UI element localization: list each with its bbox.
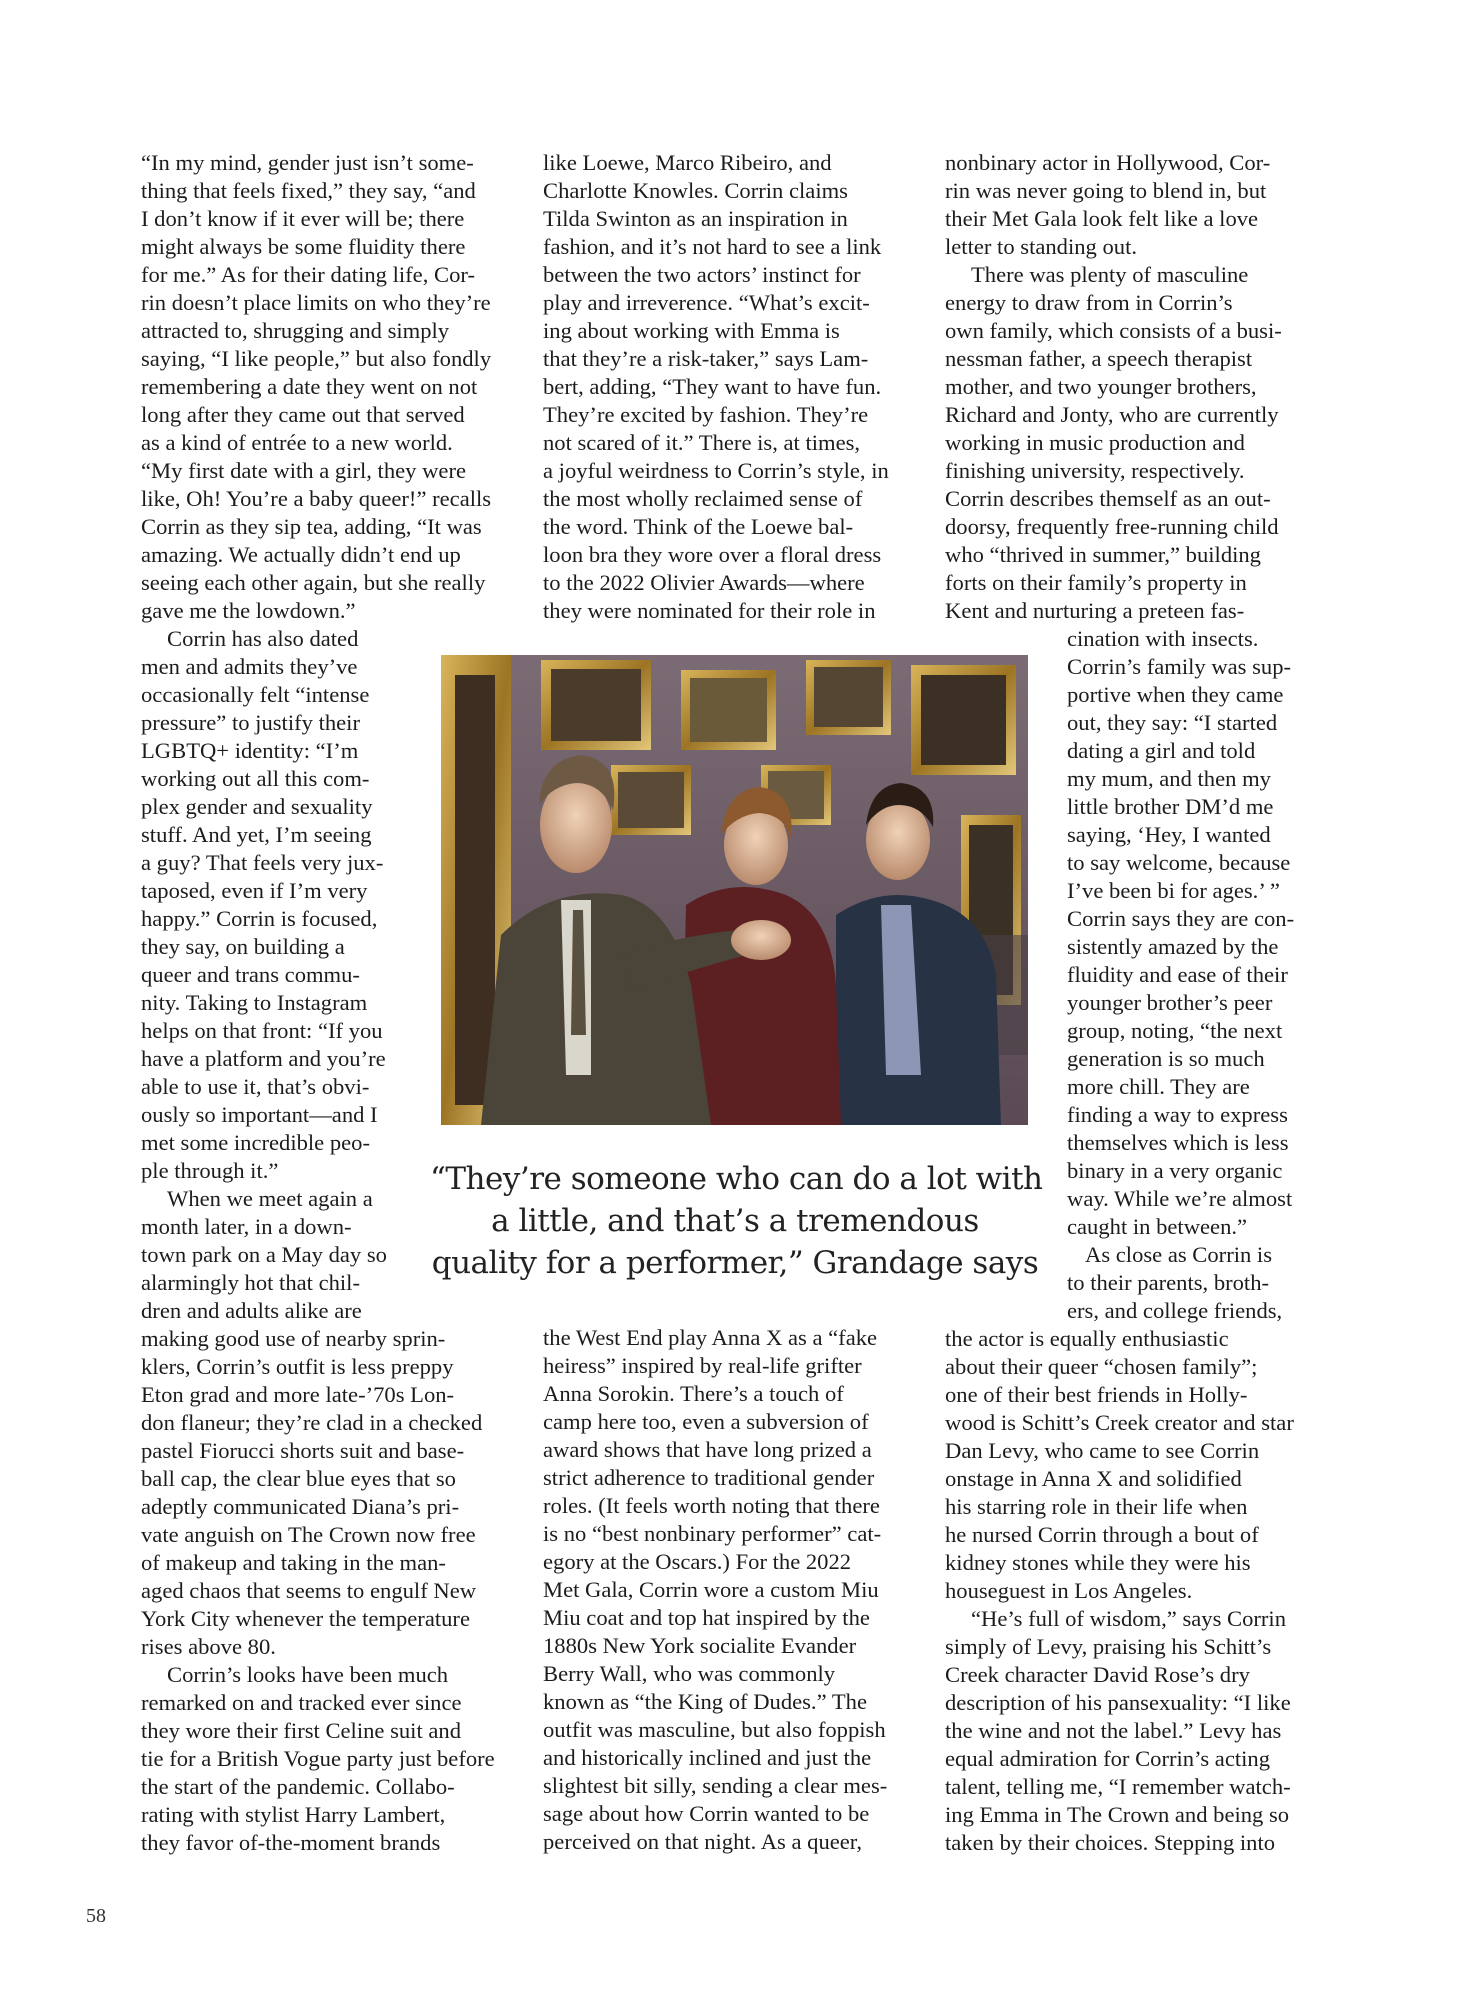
paragraph: There was plenty of masculine energy to draw from in Corrin’s own family, which consists of a busi- nessman father, a speech therapist mother, and two younger brothers, Richard and Jonty, who are currently working in music production and finishing university, respectively. Corrin describes themself as an out- doorsy, frequently free-running child who “thrived in summer,” building forts on their family’s property in Kent and nurturing a preteen fas- cination with insects. Corrin’s family was sup- portive when they came out, they say: “I started dating a girl and told my mum, and then my little brother DM’d me saying, ‘Hey, I wanted to say welcome, because I’ve been bi for ages.’ ” Corrin says they are con- sistently amazed by the fluidity and ease of their younger brother’s peer group, noting, “the next generation is so much more chill. They are finding a way to express themselves which is less binary in a very organic way. While we’re almost caught in between.”: [945, 262, 1295, 1239]
paragraph: nonbinary actor in Hollywood, Cor- rin was never going to blend in, but their Met Gala look felt like a love letter to standing out.: [945, 150, 1271, 259]
paragraph: “He’s full of wisdom,” says Corrin simply of Levy, praising his Schitt’s Creek character David Rose’s dry description of his pansexuality: “I like the wine and not the label.” Levy has equal admiration for Corrin’s acting talent, telling me, “I remember watch- ing Emma in The Crown and being so taken by their choices. Stepping into: [945, 1606, 1291, 1855]
column-2-top: [543, 149, 913, 625]
page-number: 58: [86, 1905, 106, 1927]
paragraph: Corrin’s looks have been much remarked on and tracked ever since they wore their first Celine suit and tie for a British Vogue party just before the start of the pandemic. Collabo- rating with stylist Harry Lambert, they favor of-the-moment brands: [141, 1662, 495, 1855]
paragraph: the West End play Anna X as a “fake heiress” inspired by real-life grifter Anna Sorokin. There’s a touch of camp here too, even a subversion of award shows that have long prized a strict adherence to traditional gender roles. (It feels worth noting that there is no “best nonbinary performer” cat- egory at the Oscars.) For the 2022 Met Gala, Corrin wore a custom Miu Miu coat and top hat inspired by the 1880s New York socialite Evander Berry Wall, who was commonly known as “the King of Dudes.” The outfit was masculine, but also foppish and historically inclined and just the slightest bit silly, sending a clear mes- sage about how Corrin wanted to be perceived on that night. As a queer,: [543, 1325, 888, 1854]
column-2-bottom: [543, 1324, 913, 1856]
paragraph: As close as Corrin is to their parents, broth- ers, and college friends, the actor is equally enthusiastic about their queer “chosen family”; one of their best friends in Holly- wood is Schitt’s Creek creator and star Dan Levy, who came to see Corrin onstage in Anna X and solidified his starring role in their life when he nursed Corrin through a bout of kidney stones while they were his houseguest in Los Angeles.: [945, 1242, 1294, 1603]
paragraph: When we meet again a month later, in a down- town park on a May day so alarmingly hot that chil- dren and adults alike are making good use of nearby sprin- klers, Corrin’s outfit is less preppy Eton grad and more late-’70s Lon- don flaneur; they’re clad in a checked pastel Fiorucci shorts suit and base- ball cap, the clear blue eyes that so adeptly communicated Diana’s pri- vate anguish on The Crown now free of makeup and taking in the man- aged chaos that seems to engulf New York City whenever the temperature rises above 80.: [141, 1186, 483, 1659]
film-still-photo: [441, 655, 1028, 1125]
pull-quote: “They’re someone who can do a lot with a little, and that’s a tremendous quality for a performer,” Grandage says: [430, 1161, 1043, 1281]
paragraph: like Loewe, Marco Ribeiro, and Charlotte Knowles. Corrin claims Tilda Swinton as an inspiration in fashion, and it’s not hard to see a link between the two actors’ instinct for play and irreverence. “What’s excit- ing about working with Emma is that they’re a risk-taker,” says Lam- bert, adding, “They want to have fun. They’re excited by fashion. They’re not scared of it.” There is, at times, a joyful weirdness to Corrin’s style, in the most wholly reclaimed sense of the word. Think of the Loewe bal- loon bra they wore over a floral dress to the 2022 Olivier Awards—where they were nominated for their role in: [543, 150, 889, 623]
paragraph: Corrin has also dated men and admits they’ve occasionally felt “intense pressure” to justify their LGBTQ+ identity: “I’m working out all this com- plex gender and sexuality stuff. And yet, I’m seeing a guy? That feels very jux- taposed, even if I’m very happy.” Corrin is focused, they say, on building a queer and trans commu- nity. Taking to Instagram helps on that front: “If you have a platform and you’re able to use it, that’s obvi- ously so important—and I met some incredible peo- ple through it.”: [141, 626, 386, 1183]
paragraph: “In my mind, gender just isn’t some- thing that feels fixed,” they say, “and I don’t know if it ever will be; there might always be some fluidity there for me.” As for their dating life, Cor- rin doesn’t place limits on who they’re attracted to, shrugging and simply saying, “I like people,” but also fondly remembering a date they went on not long after they came out that served as a kind of entrée to a new world. “My first date with a girl, they were like, Oh! You’re a baby queer!” recalls Corrin as they sip tea, adding, “It was amazing. We actually didn’t end up seeing each other again, but she really gave me the lowdown.”: [141, 150, 492, 623]
gallery-scene-illustration: [441, 655, 1028, 1125]
